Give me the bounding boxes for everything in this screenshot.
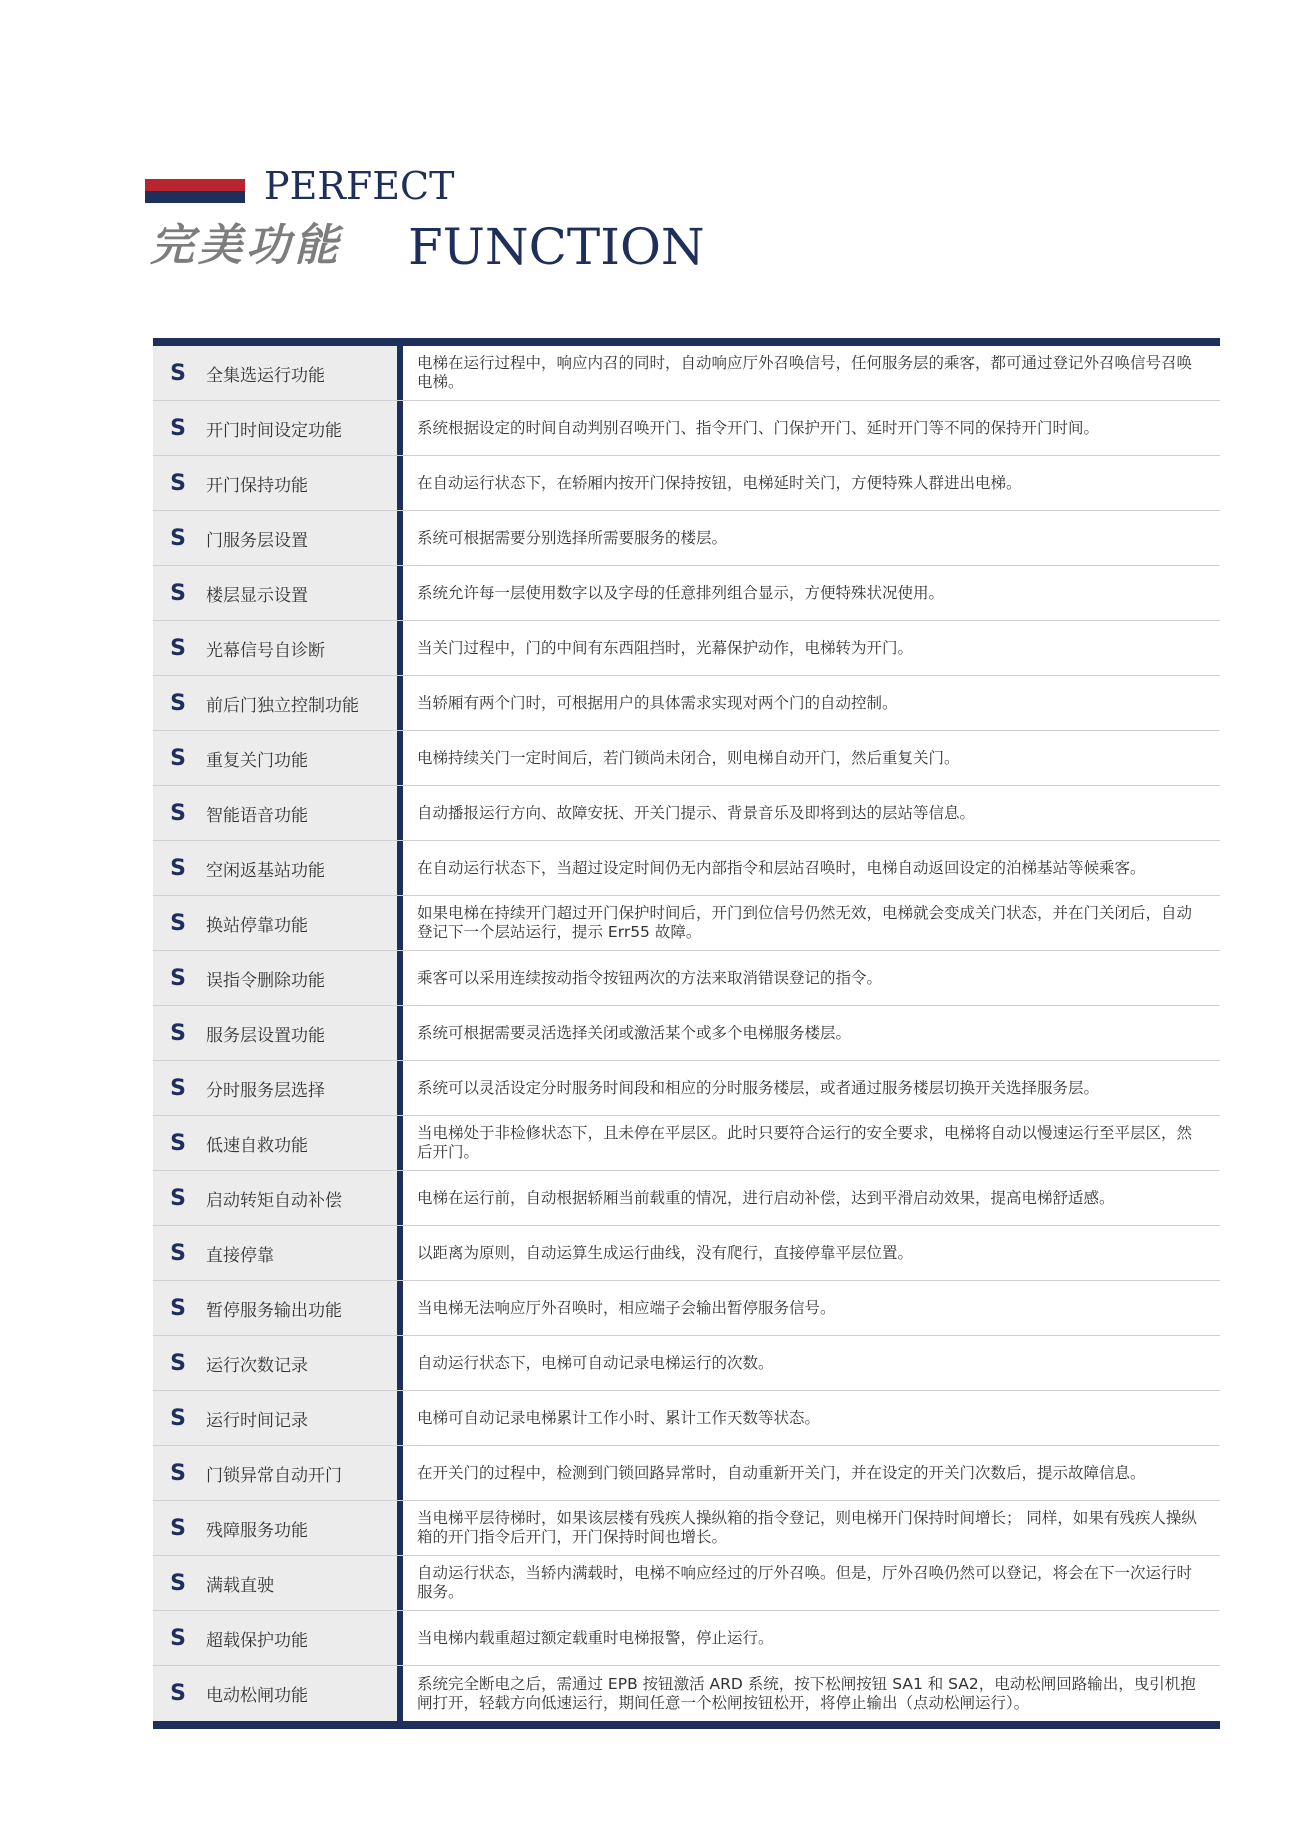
feature-desc-cell: [403, 1501, 1220, 1555]
feature-description: 当轿厢有两个门时，可根据用户的具体需求实现对两个门的自动控制。: [417, 693, 898, 712]
feature-name: 超载保护功能: [206, 1630, 308, 1651]
feature-label-cell: [153, 511, 403, 565]
feature-desc-cell: [403, 511, 1220, 565]
feature-name: 满载直驶: [206, 1575, 274, 1596]
s-marker-icon: S: [170, 1570, 186, 1596]
feature-name: 运行次数记录: [206, 1355, 308, 1376]
feature-row: [153, 456, 1220, 511]
feature-desc-cell: [403, 1391, 1220, 1445]
feature-name: 门服务层设置: [206, 530, 308, 551]
feature-description: 当电梯平层待梯时，如果该层楼有残疾人操纵箱的指令登记，则电梯开门保持时间增长； 同样，如果有残疾人操纵箱的开门指令后开门，开门保持时间也增长。: [417, 1509, 1197, 1546]
s-marker-icon: S: [170, 1350, 186, 1376]
feature-row: [153, 1336, 1220, 1391]
feature-name: 全集选运行功能: [206, 365, 325, 386]
feature-row: [153, 1611, 1220, 1666]
feature-description: 自动运行状态下，电梯可自动记录电梯运行的次数。: [417, 1353, 774, 1372]
feature-label-cell: [153, 786, 403, 840]
feature-row: [153, 1281, 1220, 1336]
feature-name: 开门时间设定功能: [206, 420, 342, 441]
feature-label-cell: [153, 401, 403, 455]
brand-color-bar: [145, 179, 245, 203]
feature-label-cell: [153, 1501, 403, 1555]
feature-row: [153, 401, 1220, 456]
feature-label-cell: [153, 1116, 403, 1170]
feature-desc-cell: [403, 786, 1220, 840]
feature-row: [153, 841, 1220, 896]
feature-label-cell: [153, 951, 403, 1005]
feature-desc-cell: [403, 1116, 1220, 1170]
feature-label-cell: [153, 1611, 403, 1665]
s-marker-icon: S: [170, 1295, 186, 1321]
s-marker-icon: S: [170, 1681, 186, 1706]
feature-name: 开门保持功能: [206, 475, 308, 496]
feature-label-cell: [153, 566, 403, 620]
feature-label-cell: [153, 1226, 403, 1280]
feature-desc-cell: [403, 896, 1220, 950]
s-marker-icon: S: [170, 360, 186, 386]
feature-description: 系统完全断电之后，需通过 EPB 按钮激活 ARD 系统，按下松闸按钮 SA1 和 SA2，电动松闸回路输出，曳引机抱闸打开，轻载方向低速运行，期间任意一个松闸按钮松开，将停止输出（点动松闸运行）。: [417, 1674, 1196, 1712]
feature-label-cell: [153, 1391, 403, 1445]
feature-row: [153, 1226, 1220, 1281]
feature-description: 系统根据设定的时间自动判别召唤开门、指令开门、门保护开门、延时开门等不同的保持开门时间。: [417, 418, 1100, 437]
feature-label-cell: [153, 1556, 403, 1610]
feature-description: 系统允许每一层使用数字以及字母的任意排列组合显示，方便特殊状况使用。: [417, 583, 945, 602]
feature-name: 光幕信号自诊断: [206, 640, 325, 661]
feature-label-cell: [153, 1446, 403, 1500]
s-marker-icon: S: [170, 415, 186, 441]
feature-name: 运行时间记录: [206, 1410, 308, 1431]
feature-desc-cell: [403, 1446, 1220, 1500]
feature-desc-cell: [403, 401, 1220, 455]
feature-description: 系统可根据需要灵活选择关闭或激活某个或多个电梯服务楼层。: [417, 1023, 852, 1042]
s-marker-icon: S: [170, 470, 186, 496]
feature-label-cell: [153, 1666, 403, 1721]
feature-desc-cell: [403, 1171, 1220, 1225]
feature-desc-cell: [403, 1556, 1220, 1610]
feature-label-cell: [153, 1061, 403, 1115]
s-marker-icon: S: [170, 1130, 186, 1156]
feature-desc-cell: [403, 1611, 1220, 1665]
feature-label-cell: [153, 896, 403, 950]
feature-description: 电梯可自动记录电梯累计工作小时、累计工作天数等状态。: [417, 1408, 821, 1427]
feature-name: 启动转矩自动补偿: [206, 1190, 342, 1211]
feature-name: 前后门独立控制功能: [206, 695, 359, 716]
feature-desc-cell: [403, 1006, 1220, 1060]
s-marker-icon: S: [170, 1460, 186, 1486]
feature-desc-cell: [403, 731, 1220, 785]
s-marker-icon: S: [170, 1075, 186, 1101]
s-marker-icon: S: [170, 800, 186, 826]
feature-row: [153, 1501, 1220, 1556]
feature-name: 低速自救功能: [206, 1135, 308, 1156]
s-marker-icon: S: [170, 745, 186, 771]
feature-label-cell: [153, 621, 403, 675]
feature-description: 乘客可以采用连续按动指令按钮两次的方法来取消错误登记的指令。: [417, 968, 883, 987]
feature-desc-cell: [403, 676, 1220, 730]
feature-row: [153, 1116, 1220, 1171]
feature-desc-cell: [403, 346, 1220, 400]
feature-name: 空闲返基站功能: [206, 860, 325, 881]
feature-row: [153, 1556, 1220, 1611]
feature-row: [153, 1171, 1220, 1226]
title-perfect: PERFECT: [264, 164, 455, 208]
feature-description: 电梯在运行前，自动根据轿厢当前载重的情况，进行启动补偿，达到平滑启动效果，提高电梯舒适感。: [417, 1188, 1115, 1207]
feature-label-cell: [153, 1171, 403, 1225]
feature-row: [153, 896, 1220, 951]
feature-desc-cell: [403, 456, 1220, 510]
feature-desc-cell: [403, 841, 1220, 895]
feature-description: 在开关门的过程中，检测到门锁回路异常时，自动重新开关门，并在设定的开关门次数后，提示故障信息。: [417, 1463, 1146, 1482]
feature-row: [153, 566, 1220, 621]
feature-row: [153, 1446, 1220, 1501]
feature-name: 智能语音功能: [206, 805, 308, 826]
feature-desc-cell: [403, 621, 1220, 675]
feature-desc-cell: [403, 1061, 1220, 1115]
feature-label-cell: [153, 1336, 403, 1390]
title-function: FUNCTION: [408, 218, 705, 276]
feature-name: 暂停服务输出功能: [206, 1300, 342, 1321]
feature-name: 直接停靠: [206, 1245, 274, 1266]
s-marker-icon: S: [170, 1185, 186, 1211]
feature-label-cell: [153, 1006, 403, 1060]
s-marker-icon: S: [170, 635, 186, 661]
feature-description: 当电梯无法响应厅外召唤时，相应端子会输出暂停服务信号。: [417, 1298, 836, 1317]
feature-row: [153, 621, 1220, 676]
feature-label-cell: [153, 731, 403, 785]
feature-row: [153, 676, 1220, 731]
feature-desc-cell: [403, 1281, 1220, 1335]
s-marker-icon: S: [170, 1405, 186, 1431]
feature-name: 换站停靠功能: [206, 915, 308, 936]
feature-name: 分时服务层选择: [206, 1080, 325, 1101]
s-marker-icon: S: [170, 690, 186, 716]
s-marker-icon: S: [170, 965, 186, 991]
feature-label-cell: [153, 676, 403, 730]
feature-row: [153, 1006, 1220, 1061]
feature-name: 门锁异常自动开门: [206, 1465, 342, 1486]
feature-description: 当电梯处于非检修状态下，且未停在平层区。此时只要符合运行的安全要求，电梯将自动以慢速运行至平层区，然后开门。: [417, 1124, 1193, 1161]
brand-bar-navy: [145, 191, 245, 203]
feature-description: 系统可以灵活设定分时服务时间段和相应的分时服务楼层，或者通过服务楼层切换开关选择服务层。: [417, 1078, 1100, 1097]
feature-description: 如果电梯在持续开门超过开门保护时间后，开门到位信号仍然无效，电梯就会变成关门状态，并在门关闭后，自动登记下一个层站运行，提示 Err55 故障。: [417, 904, 1193, 941]
s-marker-icon: S: [170, 910, 186, 936]
feature-row: [153, 1666, 1220, 1721]
feature-row: [153, 951, 1220, 1006]
s-marker-icon: S: [170, 1625, 186, 1651]
feature-label-cell: [153, 841, 403, 895]
feature-row: [153, 1061, 1220, 1116]
feature-row: [153, 1391, 1220, 1446]
brand-bar-red: [145, 179, 245, 191]
s-marker-icon: S: [170, 580, 186, 606]
s-marker-icon: S: [170, 525, 186, 551]
feature-description: 当电梯内载重超过额定载重时电梯报警，停止运行。: [417, 1628, 774, 1647]
s-marker-icon: S: [170, 1515, 186, 1541]
s-marker-icon: S: [170, 1020, 186, 1046]
feature-description: 系统可根据需要分别选择所需要服务的楼层。: [417, 528, 728, 547]
feature-label-cell: [153, 456, 403, 510]
feature-description: 电梯在运行过程中，响应内召的同时，自动响应厅外召唤信号，任何服务层的乘客，都可通过登记外召唤信号召唤电梯。: [417, 354, 1193, 391]
feature-desc-cell: [403, 951, 1220, 1005]
feature-desc-cell: [403, 1226, 1220, 1280]
feature-description: 在自动运行状态下，当超过设定时间仍无内部指令和层站召唤时，电梯自动返回设定的泊梯基站等候乘客。: [417, 858, 1146, 877]
feature-table: [153, 338, 1220, 1729]
s-marker-icon: S: [170, 1240, 186, 1266]
feature-description: 电梯持续关门一定时间后，若门锁尚未闭合，则电梯自动开门，然后重复关门。: [417, 748, 960, 767]
feature-desc-cell: [403, 1336, 1220, 1390]
feature-description: 以距离为原则，自动运算生成运行曲线，没有爬行，直接停靠平层位置。: [417, 1243, 914, 1262]
feature-row: [153, 346, 1220, 401]
feature-name: 电动松闸功能: [206, 1686, 308, 1706]
feature-description: 在自动运行状态下，在轿厢内按开门保持按钮，电梯延时关门，方便特殊人群进出电梯。: [417, 473, 1022, 492]
feature-description: 自动运行状态，当轿内满载时，电梯不响应经过的厅外召唤。但是，厅外召唤仍然可以登记，将会在下一次运行时服务。: [417, 1564, 1193, 1601]
feature-name: 服务层设置功能: [206, 1025, 325, 1046]
feature-name: 残障服务功能: [206, 1520, 308, 1541]
feature-name: 误指令删除功能: [206, 970, 325, 991]
title-chinese: 完美功能: [150, 220, 342, 271]
feature-row: [153, 731, 1220, 786]
feature-desc-cell: [403, 1666, 1220, 1721]
feature-desc-cell: [403, 566, 1220, 620]
feature-name: 楼层显示设置: [206, 585, 308, 606]
feature-row: [153, 786, 1220, 841]
feature-description: 当关门过程中，门的中间有东西阻挡时，光幕保护动作，电梯转为开门。: [417, 638, 914, 657]
feature-label-cell: [153, 346, 403, 400]
feature-description: 自动播报运行方向、故障安抚、开关门提示、背景音乐及即将到达的层站等信息。: [417, 803, 976, 822]
feature-name: 重复关门功能: [206, 750, 308, 771]
s-marker-icon: S: [170, 855, 186, 881]
feature-row: [153, 511, 1220, 566]
feature-label-cell: [153, 1281, 403, 1335]
